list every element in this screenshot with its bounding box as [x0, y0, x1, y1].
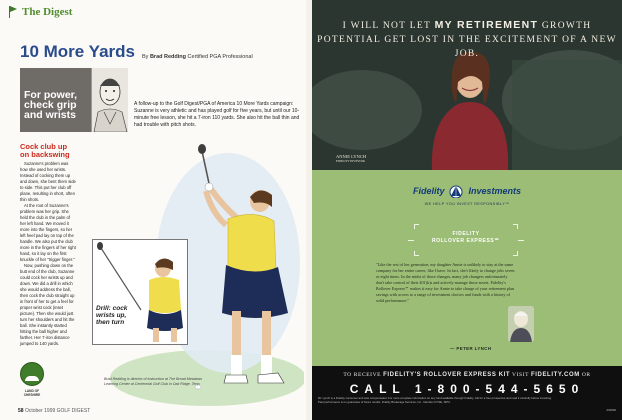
page-folio: 58 October 1999 GOLF DIGEST	[18, 408, 91, 414]
sidebar-paragraph: Suzanne's problem was how she used her wrists. Instead of cocking them up and down, she bent them side to side. This put her club off plane, resulting in short, often thin shots.	[20, 161, 76, 202]
ad-tagline: I WILL NOT LET MY RETIREMENT GROWTH POTENTIAL GET LOST IN THE EXCITEMENT OF A NEW JOB.	[317, 19, 617, 59]
cta-url: FIDELITY.COM	[530, 372, 580, 378]
call-to-action-bar	[312, 366, 622, 420]
sidebar-paragraph: Now, pushing down on the butt end of the club, Suzanne could cock her wrists up and down. We did a drill in which she would address the ball, then cock the club straight up in front of her to get a feel for proper wrist cock (inset picture). Then she would just turn her shoulders and hit the ball. She instantly started hitting the ball higher and farther. Her 7-iron distance jumped to 140 yards.	[20, 263, 75, 346]
magazine-page-left	[0, 0, 306, 420]
byline: By Brad Redding Certified PGA Professional	[142, 54, 253, 60]
teaser-text: For power, check grip and wrists	[24, 89, 78, 121]
sidebar-heading: Cock club up on backswing	[20, 142, 70, 159]
ad-photo	[312, 0, 622, 170]
product-panel: FIDELITY ROLLOVER EXPRESS℠	[431, 231, 501, 244]
cta-headline: TO RECEIVE FIDELITY'S ROLLOVER EXPRESS KIT VISIT FIDELITY.COM OR	[343, 372, 591, 378]
section-header	[8, 6, 72, 18]
article-intro: A follow-up to the Golf Digest/PGA of America 10 More Yards campaign: Suzanne is very athletic and has played golf for five years, but until our 10-minute free lesson, she hit a 7-iron 110 yards. She also hit the ball thin and had trouble with pitch shots.	[134, 101, 300, 128]
magazine-page-right-ad	[312, 0, 622, 420]
cta-phone-number: CALL 1-800-544-5650	[349, 382, 585, 396]
panel-corner	[414, 251, 419, 256]
testimonial-quote: "Like the rest of her generation, my daughter Annie is unlikely to stay at the same company for her entire career, like I have. In fact, she's likely to change jobs seven or eight times. In the midst of those changes, many job changers unfortunately don't take control of their 401(k)s and actively manage those assets. Fidelity's Rollover Express℠ makes it easy for Annie to take charge of your retirement plan savings with access to a range of investment choices and funds with a history of solid performance."	[376, 262, 515, 303]
model-caption: ANNIE LYNCH FIDELITY INVESTOR	[336, 154, 367, 163]
inset-caption: Drill: cock wrists up, then turn	[96, 305, 128, 326]
sidebar-body	[20, 161, 76, 347]
photo-credit: Brad Redding is director of instruction at The Broad Meadows Learning Center at Centennial Golf Club in Oak Ridge, Tenn.	[104, 377, 203, 386]
brand-logo: Fidelity Investments WE HELP YOU INVEST RESPONSIBLY™	[412, 186, 522, 206]
author-portrait-illustration	[91, 68, 128, 132]
course-seal-icon	[20, 362, 44, 386]
sidebar-paragraph: At the root of Suzanne's problem was her grip. She held the club in the palm of her left hand. We moved it more into the fingers, so her left heel pad lay on top of the handle. We also put the club more in the fingers of her right hand, so it lay on the first knuckle of her "trigger finger."	[20, 203, 76, 262]
cta-fine-print: Mr. Lynch is a Fidelity consumer and was compensated. For more complete information on any fund available through Fidelity, call for a free prospectus and read it carefully before investing. Past performance is no guarantee of future results. Fidelity Brokerage Services, Inc., Member NYSE, SIPC.	[318, 396, 552, 404]
inset-drill-illustration	[92, 239, 188, 345]
ad-code: 000000	[606, 408, 616, 412]
panel-rule-right	[518, 240, 524, 241]
quote-attribution: — PETER LYNCH	[450, 346, 492, 351]
peter-lynch-photo	[508, 306, 534, 342]
seal-label: LAND OF CHESHIRE	[23, 389, 41, 397]
section-label: The Digest	[22, 6, 73, 18]
pyramid-logo-icon	[448, 184, 464, 198]
panel-corner	[513, 251, 518, 256]
article-headline: 10 More Yards	[20, 42, 135, 61]
golf-flag-icon	[8, 6, 18, 18]
